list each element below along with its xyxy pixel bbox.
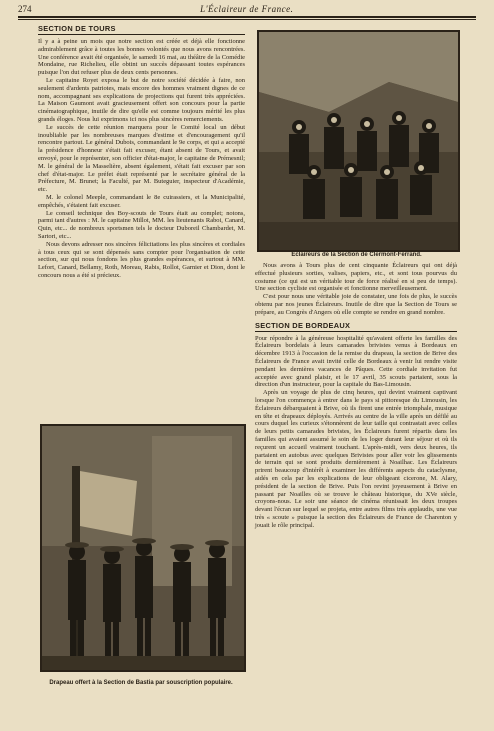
tours-paragraph-3: Le succès de cette réunion marquera pour le Comité local un début inoubliable par les nombreuses marques d'estime et d'encouragement qu'il rencontre partout. Le général Dubois, commandant le 9e corps, et qui a accepté la présidence d'honneur s'était fait excuser, étant absent de Tours, et avait envoyé, pour le représenter, son officier d'état-major, le capitaine de Prémesnil; M. le général de la Masselière, absent également, s'était fait excuser par son chef d'état-major. Le préfet était représenté par le secrétaire général de la Préfecture, M. Brunet; la Faculté, par M. Buteguier, inspecteur d'Académie, etc. (38, 123, 245, 194)
tours-continued-paragraph-2: C'est pour nous une véritable joie de constater, une fois de plus, le succès obtenu par nos jeunes Éclaireurs. Inutile de dire que la Section de Tours se prépare, au Congrès d'Angers où elle compte se rendre en grand nombre. (255, 293, 457, 316)
page-header (18, 2, 476, 16)
photo-clermont-drawing (259, 32, 458, 250)
tours-paragraph-5: Le conseil technique des Boy-scouts de Tours était au complet; notons, parmi tant d'autres : M. le capitaine Millot, MM. les lieutenants Raboi, Canard, Quin, etc... de nombreux sportsmen tels le docteur Duboreil Chambardet, M. Sartori, etc... (38, 209, 245, 240)
page-number: 274 (18, 4, 32, 14)
bordeaux-paragraph-1: Pour répondre à la généreuse hospitalité qu'avaient offerte les familles des Éclaireurs bordelais à leurs camarades brivistes venus à Bordeaux en décembre 1913 à l'occasion de la remise du drapeau, la section de Brive des Éclaireurs de France avait invité celle de Bordeaux à venir lui rendre visite pendant les dernières vacances de Pâques. Cette cordiale invitation fut acceptée avec grand plaisir, et le 17 avril, 35 scouts partaient, sous la direction d'un instructeur, pour la capitale du Bas-Limousin. (255, 334, 457, 389)
photo-bastia-caption: Drapeau offert à la Section de Bastia par souscription populaire. (49, 680, 233, 686)
tours-paragraph-4: M. le colonel Meeple, commandant le 8e cuirassiers, et la Municipalité, empêchés, s'étaient fait excuser. (38, 193, 245, 209)
photo-bastia-flag (40, 424, 246, 672)
photo-clermont-scouts (257, 30, 460, 252)
right-column (255, 262, 457, 530)
tours-paragraph-1: Il y a à peine un mois que notre section est créée et déjà elle fonctionne admirablement grâce à toutes les bonnes volontés que nous avons rencontrées. Une conférence avait été organisée, le samedi 16 mai, au théâtre de la Comédie Mondaine, rue Richelieu, elle obtint un succès dépassant toutes espérances puisque l'on dut refuser plus de deux cents personnes. (38, 38, 245, 77)
tours-paragraph-6: Nous devons adresser nos sincères félicitations les plus sincères et cordiales à tous ceux qui se sont dépensés sans compter pour l'organisation de cette section, sur qui nous fondons les plus grandes espérances, et surtout à MM. Lefort, Canard, Bellamy, Roth, Moreau, Rabis, Rollot, Garnier et Dion, dont le concours nous a été si précieux. (38, 240, 245, 279)
section-heading-tours: SECTION DE TOURS (38, 24, 245, 35)
left-column (38, 24, 245, 280)
bordeaux-paragraph-2: Après un voyage de plus de cinq heures, qui devint vraiment captivant lorsque l'on commença à entrer dans le pays si pittoresque du Limousin, les Éclaireurs débarquaient à Brive, où ils firent une entrée triomphale, musique en tête et drapeaux déployés. Arrivés au centre de la ville après un défilé au cours duquel les curieux s'étonnèrent de leur taille qui contrastait avec celles de leurs petits camarades brivistes, les Éclaireurs furent répartis dans les familles qui avaient assumé le soin de les loger durant leur séjour et où ils reçurent un accueil vraiment touchant. L'après-midi, vers deux heures, ils partaient en autobus avec quelques Brivistes pour aller voir les glissements de terrain qui se sont produits dernièrement à Noailhac. Les Éclaireurs prirent beaucoup d'intérêt à examiner les différents aspects du cataclysme, aidés en cela par les explications de leur obligeant cicerone, M. Alary, président de la section de Brive. Puis l'on revint joyeusement à Brive en passant par Noailles où se trouve le château historique, du XVe siècle, croyons-nous. Le soir une séance de cinéma réunissait les deux troupes devant l'écran sur lequel se projeta, entre autres films très applaudis, une vue très « scoute » puisque la section des Éclaireurs de France de Charenton y jouait le rôle principal. (255, 389, 457, 529)
photo-clermont-caption: Éclaireurs de la Section de Clermont-Ferrand. (291, 252, 422, 258)
header-rule-thin (18, 19, 476, 20)
header-rule (18, 16, 476, 18)
photo-bastia-drawing (42, 426, 244, 670)
journal-title: L'Éclaireur de France. (200, 4, 294, 14)
section-heading-bordeaux: SECTION DE BORDEAUX (255, 321, 457, 332)
tours-continued-paragraph-1: Nous avons à Tours plus de cent cinquante Éclaireurs qui ont déjà effectué plusieurs sorties, valises, papiers, etc., et sont tous pourvus du costume (ce qui est un véritable tour de force réalisé en si peu de temps). Une section cycliste est organisée et fonctionne merveilleusement. (255, 262, 457, 293)
tours-paragraph-2: Le capitaine Royet exposa le but de notre société décidée à faire, non seulement d'ardents patriotes, mais encore des hommes vraiment dignes de ce nom, accompagnant ses explications de projections qui furent très appréciées. La Maison Gaumont avait gracieusement offert son concours pour la partie cinématographique, inutile de dire qu'elle est comme toujours mérité les plus grands éloges. Nous lui exprimons ici nos plus sincères remerciements. (38, 76, 245, 123)
